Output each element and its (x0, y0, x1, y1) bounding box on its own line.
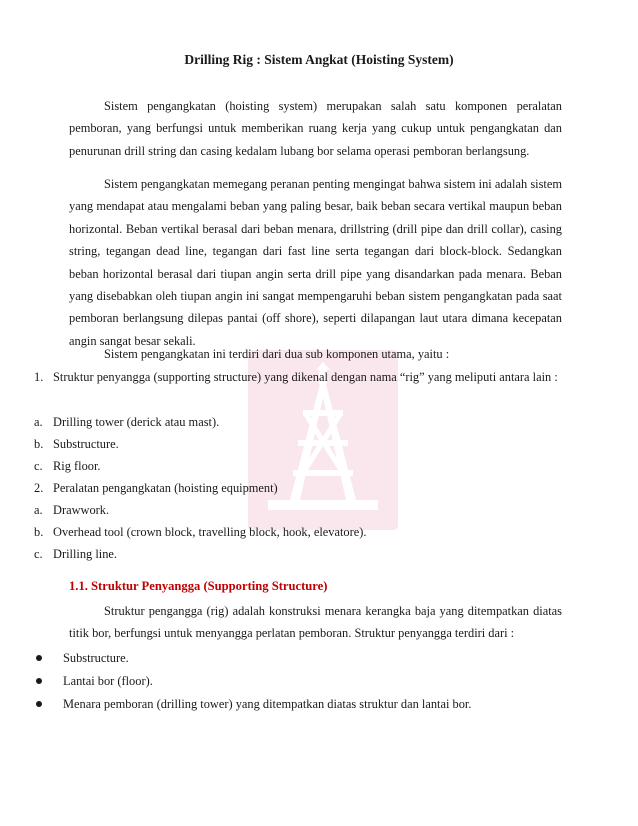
bullet-icon (36, 655, 42, 661)
list-item-text: Drilling tower (derick atau mast). (53, 415, 220, 429)
paragraph-components: Sistem pengangkatan ini terdiri dari dua sub komponen utama, yaitu : (104, 347, 450, 361)
list-item-text: Overhead tool (crown block, travelling block, hook, elevatore). (53, 525, 367, 539)
bullet-icon (36, 678, 42, 684)
list-marker: c. (34, 547, 43, 561)
list-item-text: Struktur penyangga (supporting structure) yang dikenal dengan nama “rig” yang meliputi antara lain : (53, 370, 558, 384)
list-marker: b. (34, 525, 44, 539)
list-marker: a. (34, 415, 43, 429)
bullet-item-text: Substructure. (63, 651, 129, 665)
list-marker: 1. (34, 370, 44, 384)
paragraph-structure: Struktur pengangga (rig) adalah konstruksi menara kerangka baja yang ditempatkan diatas titik bor, berfungsi untuk menyangga perlatan pemboran. Struktur penyangga terdiri dari : (69, 604, 562, 641)
list-item-text: Drawwork. (53, 503, 110, 517)
list-item-text: Rig floor. (53, 459, 101, 473)
bullet-item-text: Lantai bor (floor). (63, 674, 153, 688)
list-item-text: Substructure. (53, 437, 119, 451)
paragraph-load: Sistem pengangkatan memegang peranan penting mengingat bahwa sistem ini adalah sistem yang mendapat atau mengalami beban yang paling besar, baik beban secara vertikal maupun beban horizontal. Beban vertikal berasal dari beban menara, drillstring (drill pipe dan drill collar), casing string, tegangan dead line, tegangan dari fast line serta tegangan dari block-block. Sedangkan beban horizontal berasal dari tiupan angin serta drill pipe yang disandarkan pada menara. Beban yang disebabkan oleh tiupan angin ini sangat mempengaruhi beban sistem pengangkatan pada saat pemboran berlangsung dilepas pantai (off shore), seperti dilapangan laut utara dimana kecepatan angin sangat besar sekali. (69, 177, 562, 348)
list-marker: b. (34, 437, 44, 451)
section-heading: 1.1. Struktur Penyangga (Supporting Structure) (69, 579, 328, 593)
list-item (0, 366, 638, 411)
list-marker: c. (34, 459, 43, 473)
list-item-text: Peralatan pengangkatan (hoisting equipment) (53, 481, 278, 495)
bullet-icon (36, 701, 42, 707)
bullet-item-text: Menara pemboran (drilling tower) yang ditempatkan diatas struktur dan lantai bor. (63, 697, 472, 711)
page-title: Drilling Rig : Sistem Angkat (Hoisting System) (184, 52, 454, 67)
list-marker: 2. (34, 481, 44, 495)
list-marker: a. (34, 503, 43, 517)
list-item-text: Drilling line. (53, 547, 118, 561)
paragraph-intro: Sistem pengangkatan (hoisting system) merupakan salah satu komponen peralatan pemboran, yang berfungsi untuk memberikan ruang kerja yang cukup untuk pengangkatan dan penurunan drill string dan casing kedalam lubang bor selama operasi pemboran berlangsung. (69, 99, 562, 158)
